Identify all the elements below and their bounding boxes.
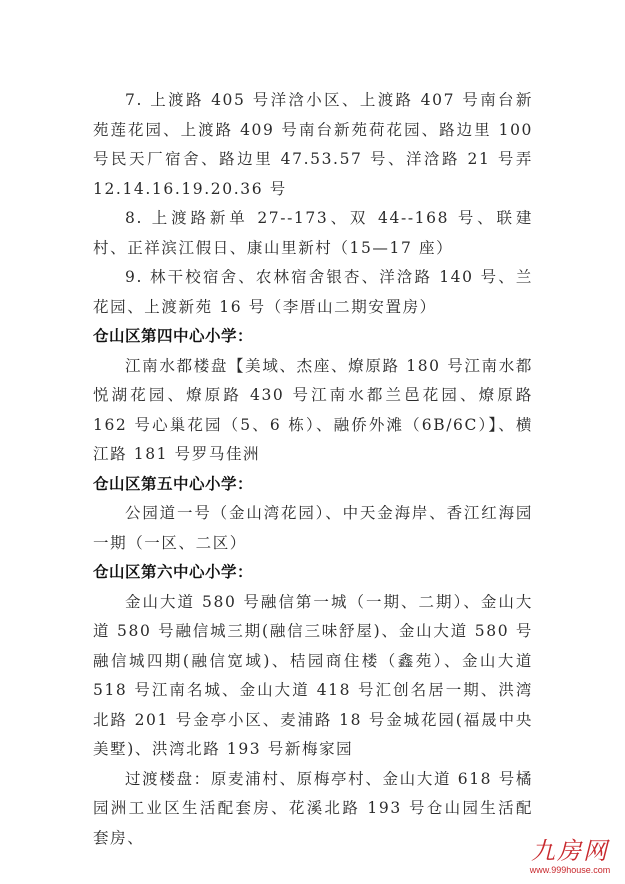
paragraph-school-5-area: 公园道一号（金山湾花园）、中天金海岸、香江红海园一期（一区、二区） (93, 504, 533, 552)
paragraph-school-4-area: 江南水都楼盘【美域、杰座、燎原路 180 号江南水都悦湖花园、燎原路 430 号江南水都兰邑花园、燎原路 162 号心巢花园（5、6 栋）、融侨外滩（6B/6C）】、横江路 181 号罗马佳洲 (93, 356, 533, 463)
document-page (93, 86, 533, 853)
site-watermark (520, 838, 620, 876)
paragraph-school-6-area: 金山大道 580 号融信第一城（一期、二期）、金山大道 580 号融信城三期(融信三味舒屋)、金山大道 580 号融信城四期(融信宽域)、桔园商住楼（鑫苑）、金山大道 518 号江南名城、金山大道 418 号汇创名居一期、洪湾北路 201 号金亭小区、麦浦路 18 号金城花园(福晟中央美墅)、洪湾北路 193 号新梅家园 (93, 592, 533, 758)
paragraph-item-7: 7. 上渡路 405 号洋浛小区、上渡路 407 号南台新苑莲花园、上渡路 409 号南台新苑荷花园、路边里 100 号民天厂宿舍、路边里 47.53.57 号、洋浛路 21 号弄 12.14.16.19.20.36 号 (93, 91, 533, 198)
section-heading-school-4: 仓山区第四中心小学： (93, 327, 254, 345)
paragraph-school-6-transitional: 过渡楼盘：原麦浦村、原梅亭村、金山大道 618 号橘园洲工业区生活配套房、花溪北路 193 号仓山园生活配套房、 (93, 769, 533, 847)
watermark-url: www.999house.com (529, 865, 611, 875)
watermark-logo: 九房网 (531, 837, 609, 865)
section-heading-school-5: 仓山区第五中心小学： (93, 474, 254, 493)
paragraph-item-8: 8. 上渡路新单 27--173、双 44--168 号、联建村、正祥滨江假日、康山里新村（15—17 座） (93, 209, 533, 257)
section-heading-school-6: 仓山区第六中心小学： (93, 563, 254, 581)
paragraph-item-9: 9. 林干校宿舍、农林宿舍银杏、洋浛路 140 号、兰花园、上渡新苑 16 号（李厝山二期安置房） (93, 268, 533, 316)
